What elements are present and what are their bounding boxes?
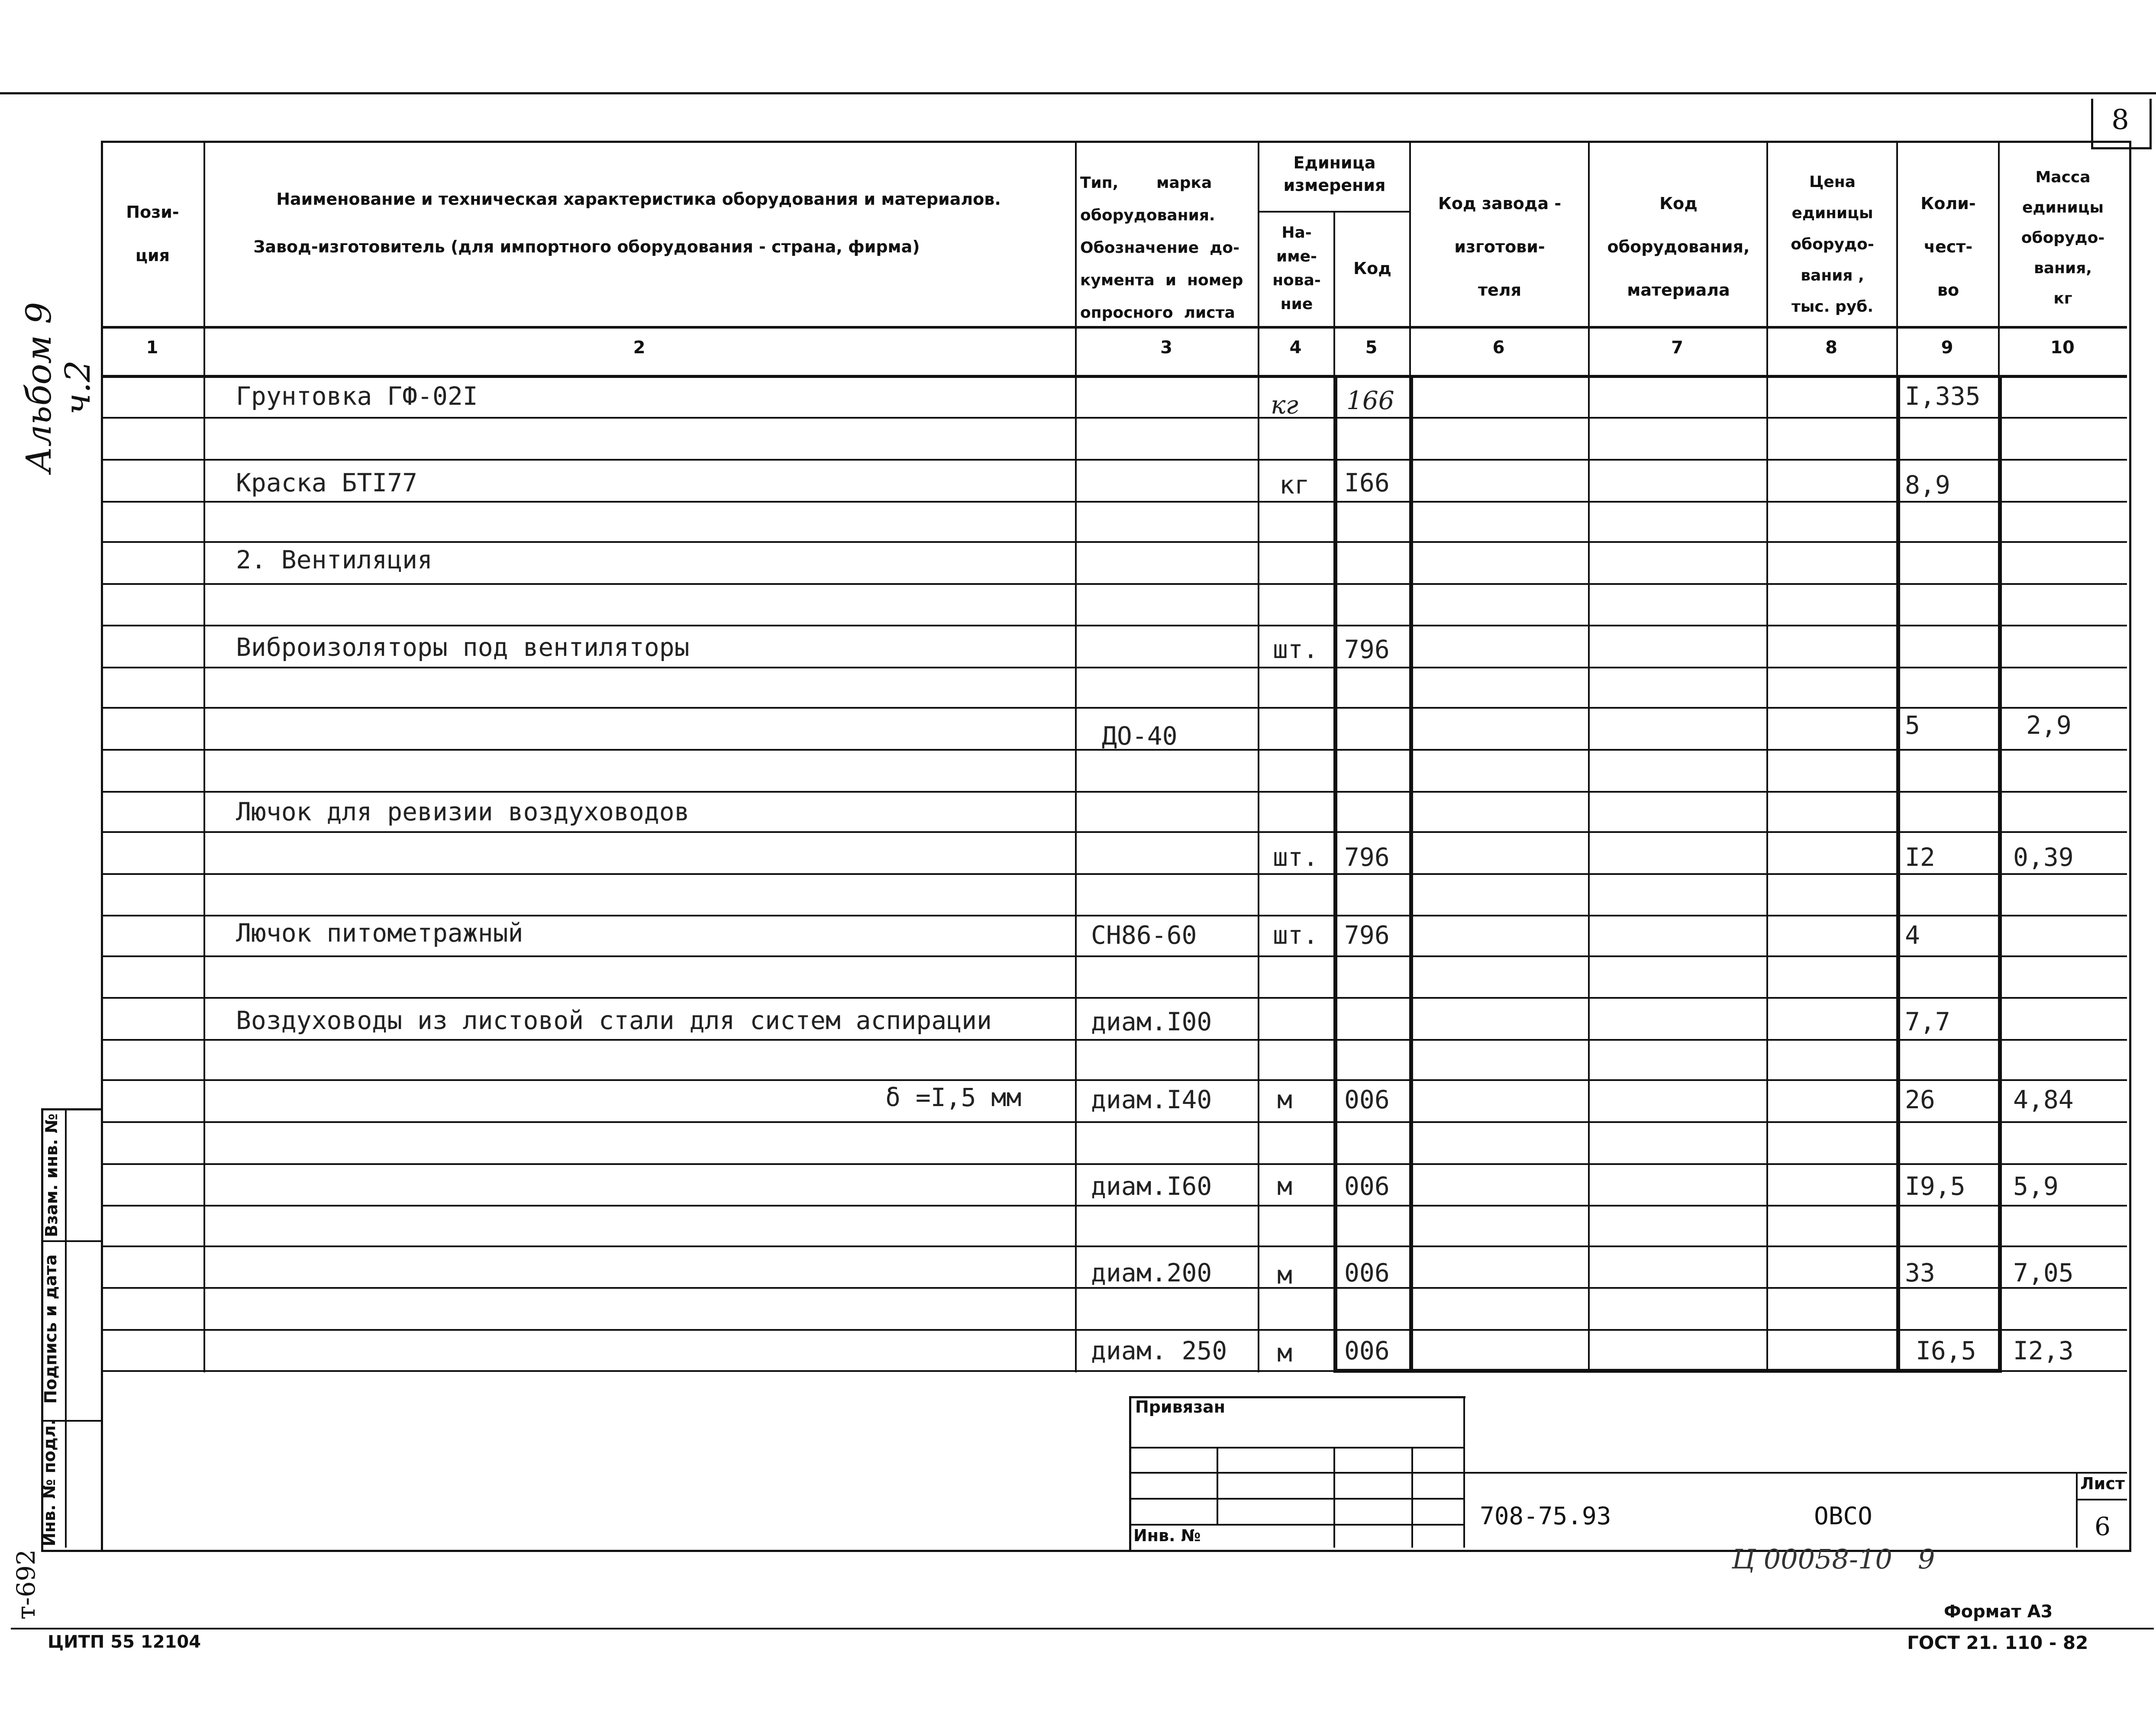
table-row-type: диам.200 bbox=[1091, 1258, 1212, 1287]
colnum-7: 7 bbox=[1671, 338, 1683, 358]
colnum-3: 3 bbox=[1160, 338, 1172, 358]
table-row-qty: 5 bbox=[1905, 710, 1920, 740]
table-row-type: диам.I60 bbox=[1091, 1171, 1212, 1201]
table-row-code: 006 bbox=[1344, 1336, 1390, 1365]
table-row-name: Грунтовка ГФ-02I bbox=[236, 381, 478, 411]
table-row-unit: шт. bbox=[1273, 842, 1318, 872]
table-row-mass: I2,3 bbox=[2013, 1336, 2074, 1365]
table-row-unit: м bbox=[1277, 1171, 1292, 1201]
header-unit-code: Код bbox=[1353, 259, 1391, 278]
album-label: Альбом 9 ч.2 bbox=[19, 302, 98, 473]
colnum-5: 5 bbox=[1365, 338, 1378, 358]
table-row-unit: шт. bbox=[1273, 920, 1318, 950]
table-row-name: Лючок питометражный bbox=[236, 918, 523, 948]
colnum-6: 6 bbox=[1492, 338, 1505, 358]
table-row-code: 166 bbox=[1346, 386, 1394, 415]
table-row-name: Краска БТI77 bbox=[236, 468, 418, 497]
colnum-1: 1 bbox=[146, 338, 158, 358]
table-row-unit: м bbox=[1277, 1338, 1292, 1368]
table-row-name: Виброизоляторы под вентиляторы bbox=[236, 632, 690, 662]
table-row-code: I66 bbox=[1344, 468, 1390, 497]
table-row-unit: кг bbox=[1279, 470, 1310, 500]
table-row-type: диам.I00 bbox=[1091, 1007, 1212, 1036]
table-row-qty: 4 bbox=[1905, 920, 1920, 950]
header-equipment-code: Код оборудования, материала bbox=[1607, 194, 1750, 300]
stamp-sheet-label: Лист bbox=[2080, 1474, 2125, 1493]
table-row-type: СН86-60 bbox=[1091, 920, 1197, 950]
table-row-mass: 7,05 bbox=[2013, 1258, 2074, 1287]
table-row-qty: I9,5 bbox=[1905, 1171, 1966, 1201]
table-row-mass: 0,39 bbox=[2013, 842, 2074, 872]
table-row-qty: 33 bbox=[1905, 1258, 1935, 1287]
table-row-type: диам.I40 bbox=[1091, 1085, 1212, 1114]
table-row-code: 006 bbox=[1344, 1258, 1390, 1287]
table-row-mass: 2,9 bbox=[2026, 710, 2072, 740]
header-type: Тип, марка оборудования. Обозначение до- кумента и номер опросного листа bbox=[1080, 174, 1243, 322]
header-price: Цена единицы оборудо- вания , тыс. руб. bbox=[1791, 173, 1874, 316]
stamp-sheet-number: 6 bbox=[2095, 1512, 2111, 1541]
table-row-code: 006 bbox=[1344, 1085, 1390, 1114]
table-row-type: диам. 250 bbox=[1091, 1336, 1227, 1365]
table-row-unit: м bbox=[1277, 1085, 1292, 1114]
table-row-name: δ =I,5 мм bbox=[885, 1083, 1022, 1112]
header-mass: Масса единицы оборудо- вания, кг bbox=[2021, 168, 2105, 307]
table-row-qty: 8,9 bbox=[1905, 470, 1950, 500]
handwritten-number: Ц 00058-10 9 bbox=[1732, 1543, 1935, 1575]
header-unit-name: На- име- нова- ние bbox=[1272, 224, 1321, 313]
colnum-2: 2 bbox=[633, 338, 646, 358]
stamp-privyazan-label: Привязан bbox=[1135, 1397, 1226, 1416]
table-row-code: 796 bbox=[1344, 920, 1390, 950]
header-position: Пози- ция bbox=[126, 203, 179, 265]
table-row-mass: 4,84 bbox=[2013, 1085, 2074, 1114]
table-row-unit: м bbox=[1277, 1260, 1292, 1290]
table-row-unit: шт. bbox=[1273, 635, 1318, 664]
table-row-qty: I,335 bbox=[1905, 381, 1981, 411]
table-row-qty: 7,7 bbox=[1905, 1007, 1950, 1036]
table-row-code: 796 bbox=[1344, 842, 1390, 872]
header-unit-group-label: Единица измерения bbox=[1283, 153, 1386, 195]
side-label-podpis: Подпись и дата bbox=[41, 1254, 60, 1404]
table-row-type: ДО-40 bbox=[1102, 721, 1178, 751]
side-label-inv-podl: Инв. № подл. bbox=[40, 1419, 59, 1547]
table-row-name: Лючок для ревизии воздуховодов bbox=[236, 797, 690, 826]
section-title: 2. Вентиляция bbox=[236, 545, 432, 574]
t-number: т-692 bbox=[11, 1549, 41, 1620]
header-name-line1: Наименование и техническая характеристика оборудования и материалов. bbox=[276, 190, 1001, 209]
table-row-mass: 5,9 bbox=[2013, 1171, 2059, 1201]
stamp-doc-code: 708-75.93 bbox=[1480, 1502, 1611, 1530]
stamp-section: ОВСО bbox=[1814, 1502, 1872, 1530]
footer-left: ЦИТП 55 12104 bbox=[48, 1632, 201, 1652]
table-row-unit: кг bbox=[1271, 390, 1298, 419]
table-row-name: Воздуховоды из листовой стали для систем аспирации bbox=[236, 1006, 992, 1035]
table-row-qty: 26 bbox=[1905, 1085, 1935, 1114]
stamp-inv-label: Инв. № bbox=[1133, 1526, 1201, 1545]
header-factory-code: Код завода - изготови- теля bbox=[1438, 194, 1562, 300]
table-row-code: 006 bbox=[1344, 1171, 1390, 1201]
top-sheet-number: 8 bbox=[2111, 104, 2129, 136]
table-row-code: 796 bbox=[1344, 635, 1390, 664]
header-quantity: Коли- чест- во bbox=[1920, 194, 1976, 300]
table-row-qty: I2 bbox=[1905, 842, 1935, 872]
side-label-vzam: Взам. инв. № bbox=[42, 1113, 61, 1237]
colnum-8: 8 bbox=[1825, 338, 1837, 358]
colnum-sep bbox=[101, 375, 2127, 378]
footer-format: Формат А3 bbox=[1944, 1602, 2053, 1622]
footer-gost: ГОСТ 21. 110 - 82 bbox=[1907, 1632, 2088, 1653]
colnum-10: 10 bbox=[2050, 338, 2075, 358]
table-row-qty: I6,5 bbox=[1916, 1336, 1976, 1365]
colnum-4: 4 bbox=[1289, 338, 1302, 358]
header-name-line2: Завод-изготовитель (для импортного оборудования - страна, фирма) bbox=[253, 237, 920, 256]
colnum-9: 9 bbox=[1941, 338, 1953, 358]
